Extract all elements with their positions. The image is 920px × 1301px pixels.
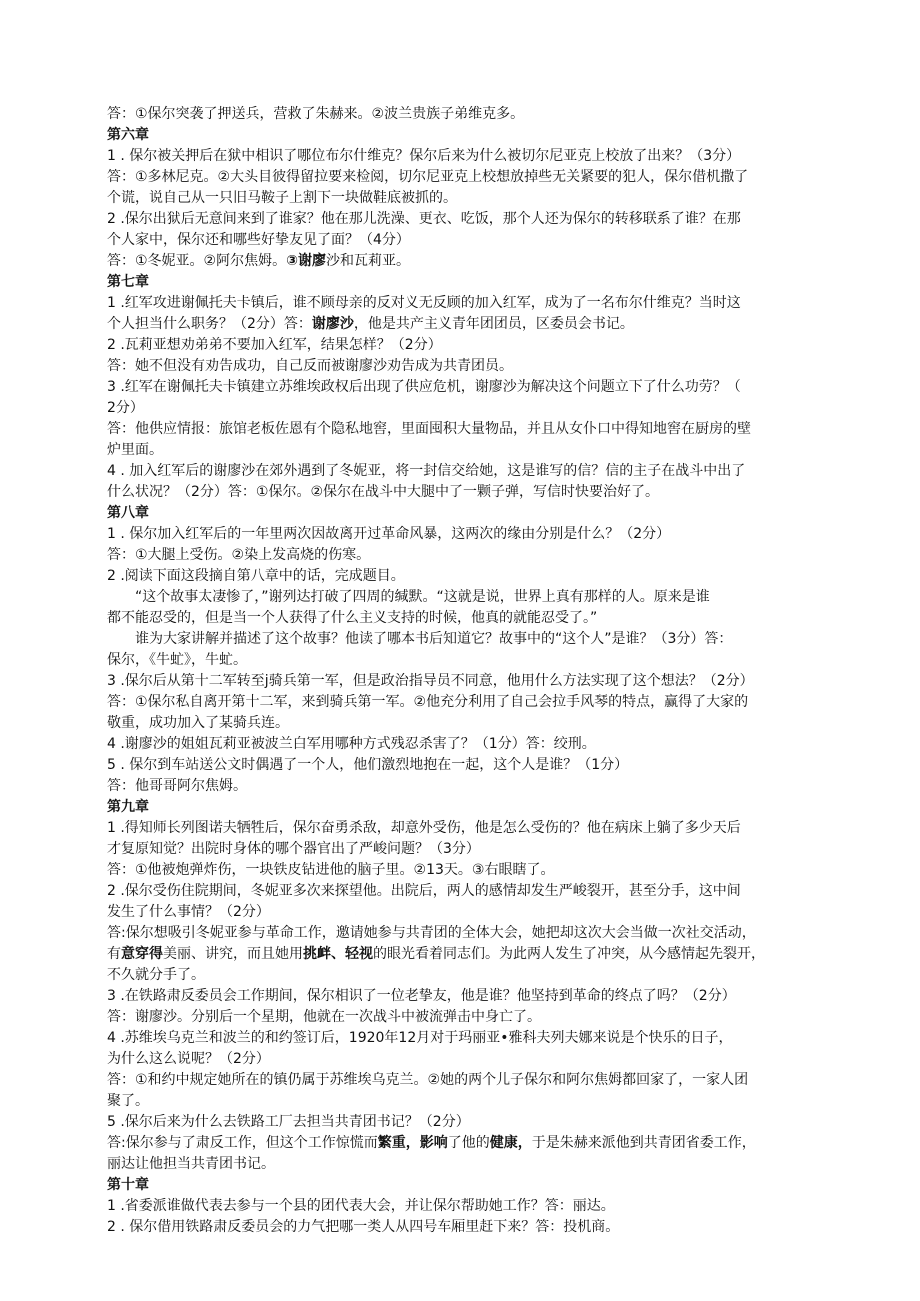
line-text: 答：他哥哥阿尔焦姆。 bbox=[107, 778, 247, 794]
text-line bbox=[107, 293, 819, 314]
text-line bbox=[107, 1070, 819, 1091]
line-text: 第七章 bbox=[107, 274, 149, 290]
line-text: 有 bbox=[107, 946, 121, 962]
document-body bbox=[107, 104, 819, 1238]
chapter-heading bbox=[107, 797, 819, 818]
line-text: 2 .保尔受伤住院期间，冬妮亚多次来探望他。出院后，两人的感情却发生严峻裂开，甚至分手，这中间 bbox=[107, 883, 741, 899]
line-text: 4 . 加入红军后的谢廖沙在郊外遇到了冬妮亚，将一封信交给她，这是谁写的信？信的主子在战斗中出了 bbox=[107, 463, 746, 479]
text-line bbox=[107, 860, 819, 881]
text-line bbox=[107, 356, 819, 377]
line-text: 聚了。 bbox=[107, 1093, 149, 1109]
line-text: 答：①多林尼克。②大头目彼得留拉要来检阅，切尔尼亚克上校想放掉些无关紧要的犯人，保尔借机撒了 bbox=[107, 169, 749, 185]
bold-text: 谢廖沙 bbox=[311, 316, 354, 332]
text-line bbox=[107, 1049, 819, 1070]
text-line bbox=[107, 776, 819, 797]
text-line bbox=[107, 1091, 819, 1112]
line-text: 的眼光看着同志们。为此两人发生了冲突，从今感情起先裂开， bbox=[373, 946, 765, 962]
text-line bbox=[107, 230, 819, 251]
text-line bbox=[107, 839, 819, 860]
text-line bbox=[107, 671, 819, 692]
line-text: 5 .保尔后来为什么去铁路工厂去担当共青团书记？（2分） bbox=[107, 1114, 470, 1130]
text-line bbox=[107, 209, 819, 230]
line-text: 第九章 bbox=[107, 799, 149, 815]
chapter-heading bbox=[107, 503, 819, 524]
text-line bbox=[107, 398, 819, 419]
line-text: 答：她不但没有劝告成功，自己反而被谢廖沙劝告成为共青团员。 bbox=[107, 358, 513, 374]
text-line bbox=[107, 902, 819, 923]
bold-text: 健康， bbox=[489, 1135, 532, 1151]
text-line bbox=[107, 335, 819, 356]
line-text: 4 .谢廖沙的姐姐瓦莉亚被波兰白军用哪种方式残忍杀害了？（1分）答：绞刑。 bbox=[107, 736, 596, 752]
line-text: 什么状况？（2分）答：①保尔。②保尔在战斗中大腿中了一颗子弹，写信时快要治好了。 bbox=[107, 484, 660, 500]
text-line bbox=[107, 881, 819, 902]
text-line bbox=[107, 1112, 819, 1133]
line-text: 3 .在铁路肃反委员会工作期间，保尔相识了一位老挚友，他是谁？他坚持到革命的终点了吗？（2分） bbox=[107, 988, 736, 1004]
text-line bbox=[107, 482, 819, 503]
text-line bbox=[107, 944, 819, 965]
text-line bbox=[107, 755, 819, 776]
line-text: 答：①冬妮亚。②阿尔焦姆。 bbox=[107, 253, 287, 269]
text-line bbox=[107, 818, 819, 839]
text-line bbox=[107, 188, 819, 209]
text-line bbox=[107, 1007, 819, 1028]
line-text: 第十章 bbox=[107, 1177, 149, 1193]
bold-text: 繁重，影响 bbox=[377, 1135, 448, 1151]
line-text: 第六章 bbox=[107, 127, 149, 143]
line-text: 3 .红军在谢佩托夫卡镇建立苏维埃政权后出现了供应危机，谢廖沙为解决这个问题立下了什么功劳？（ bbox=[107, 379, 741, 395]
text-line bbox=[107, 587, 819, 608]
line-text: 个人担当什么职务？（2分）答： bbox=[107, 316, 312, 332]
line-text: 答：①保尔突袭了押送兵，营救了朱赫来。②波兰贵族子弟维克多。 bbox=[107, 106, 525, 122]
text-line bbox=[107, 965, 819, 986]
line-text: 1 .省委派谁做代表去参与一个县的团代表大会，并让保尔帮助她工作？答：丽达。 bbox=[107, 1198, 615, 1214]
text-line bbox=[107, 545, 819, 566]
text-line bbox=[107, 629, 819, 650]
line-text: 炉里面。 bbox=[107, 442, 163, 458]
line-text: 不久就分手了。 bbox=[107, 967, 205, 983]
text-line bbox=[107, 734, 819, 755]
line-text: 答:保尔参与了肃反工作，但这个工作惊慌而 bbox=[107, 1135, 378, 1151]
text-line bbox=[107, 524, 819, 545]
bold-text: 挑衅、轻视 bbox=[303, 946, 373, 962]
line-text: 2 .阅读下面这段摘自第八章中的话，完成题目。 bbox=[107, 568, 405, 584]
text-line bbox=[107, 986, 819, 1007]
text-line bbox=[107, 419, 819, 440]
line-text: 1 . 保尔被关押后在狱中相识了哪位布尔什维克？保尔后来为什么被切尔尼亚克上校放了出来？（3分） bbox=[107, 148, 741, 164]
line-text: 答：①保尔私自离开第十二军，来到骑兵第一军。②他充分利用了自己会拉手风琴的特点，赢得了大家的 bbox=[107, 694, 749, 710]
line-text: 答：谢廖沙。分别后一个星期，他就在一次战斗中被流弹击中身亡了。 bbox=[107, 1009, 541, 1025]
line-text: 答：①他被炮弹炸伤，一块铁皮钻进他的脑子里。②13天。③右眼瞎了。 bbox=[107, 862, 555, 878]
line-text: 发生了什么事情？（2分） bbox=[107, 904, 270, 920]
line-text: 为什么这么说呢？（2分） bbox=[107, 1051, 270, 1067]
line-text: 丽达让他担当共青团书记。 bbox=[107, 1156, 275, 1172]
line-text: 个人家中，保尔还和哪些好挚友见了面？（4分） bbox=[107, 232, 410, 248]
line-text: 个谎，说自己从一只旧马鞍子上割下一块做鞋底被抓的。 bbox=[107, 190, 457, 206]
line-text: 2 . 保尔借用铁路肃反委员会的力气把哪一类人从四号车厢里赶下来？答：投机商。 bbox=[107, 1219, 620, 1235]
line-text: 美丽、讲究，而且她用 bbox=[163, 946, 303, 962]
text-line bbox=[107, 146, 819, 167]
line-text: “这个故事太凄惨了，”谢列达打破了四周的缄默。“这就是说，世界上真有那样的人。原来是谁 bbox=[135, 589, 710, 605]
line-text: 沙和瓦莉亚。 bbox=[325, 253, 410, 269]
line-text: 1 . 保尔加入红军后的一年里两次因故离开过革命风暴，这两次的缘由分别是什么？（2分） bbox=[107, 526, 671, 542]
text-line bbox=[107, 314, 819, 335]
text-line bbox=[107, 1196, 819, 1217]
chapter-heading bbox=[107, 1175, 819, 1196]
text-line bbox=[107, 461, 819, 482]
line-text: 2 .瓦莉亚想劝弟弟不要加入红军，结果怎样？（2分） bbox=[107, 337, 442, 353]
line-text: 2 .保尔出狱后无意间来到了谁家？他在那儿洗澡、更衣、吃饭，那个人还为保尔的转移联系了谁？在那 bbox=[107, 211, 741, 227]
line-text: 才复原知觉？出院时身体的哪个器官出了严峻问题？（3分） bbox=[107, 841, 480, 857]
text-line bbox=[107, 1217, 819, 1238]
text-line bbox=[107, 608, 819, 629]
line-text: 答：①和约中规定她所在的镇仍属于苏维埃乌克兰。②她的两个儿子保尔和阿尔焦姆都回家了，一家人团 bbox=[107, 1072, 749, 1088]
text-line bbox=[107, 377, 819, 398]
line-text: 第八章 bbox=[107, 505, 149, 521]
text-line bbox=[107, 1133, 819, 1154]
text-line bbox=[107, 692, 819, 713]
bold-text: ③谢廖 bbox=[286, 253, 326, 269]
line-text: 1 .红军攻进谢佩托夫卡镇后，谁不顾母亲的反对义无反顾的加入红军，成为了一名布尔什维克？当时这 bbox=[107, 295, 741, 311]
text-line bbox=[107, 713, 819, 734]
text-line bbox=[107, 650, 819, 671]
line-text: 答：①大腿上受伤。②染上发高烧的伤寒。 bbox=[107, 547, 371, 563]
line-text: 都不能忍受的，但是当一个人获得了什么主义支持的时候，他真的就能忍受了。” bbox=[107, 610, 598, 626]
line-text: 谁为大家讲解并描述了这个故事？他读了哪本书后知道它？故事中的“这个人”是谁？（3分）答： bbox=[135, 631, 733, 647]
text-line bbox=[107, 167, 819, 188]
text-line bbox=[107, 104, 819, 125]
text-line bbox=[107, 251, 819, 272]
line-text: 2分） bbox=[107, 400, 144, 416]
line-text: 于是朱赫来派他到共青团省委工作， bbox=[531, 1135, 756, 1151]
text-line bbox=[107, 923, 819, 944]
chapter-heading bbox=[107, 272, 819, 293]
text-line bbox=[107, 566, 819, 587]
text-line bbox=[107, 1028, 819, 1049]
bold-text: 意穿得 bbox=[121, 946, 163, 962]
line-text: 答:保尔想吸引冬妮亚参与革命工作，邀请她参与共青团的全体大会，她把却这次大会当做一次社交活动， bbox=[107, 925, 756, 941]
line-text: 敬重，成功加入了某骑兵连。 bbox=[107, 715, 289, 731]
chapter-heading bbox=[107, 125, 819, 146]
line-text: 保尔，《牛虻》，牛虻。 bbox=[107, 652, 247, 668]
text-line bbox=[107, 1154, 819, 1175]
line-text: 4 .苏维埃乌克兰和波兰的和约签订后，1920年12月对于玛丽亚•雅科夫列夫娜来说是个快乐的日子， bbox=[107, 1030, 733, 1046]
line-text: ，他是共产主义青年团团员，区委员会书记。 bbox=[353, 316, 634, 332]
line-text: 3 .保尔后从第十二军转至j骑兵第一军，但是政治指导员不同意，他用什么方法实现了这个想法？（2分） bbox=[107, 673, 754, 689]
line-text: 答：他供应情报：旅馆老板佐恩有个隐私地窖，里面囤积大量物品，并且从女仆口中得知地窖在厨房的壁 bbox=[107, 421, 751, 437]
line-text: 1 .得知师长列图诺夫牺牲后，保尔奋勇杀敌，却意外受伤，他是怎么受伤的？他在病床上躺了多少天后 bbox=[107, 820, 741, 836]
line-text: 5 . 保尔到车站送公文时偶遇了一个人，他们激烈地抱在一起，这个人是谁？（1分） bbox=[107, 757, 629, 773]
text-line bbox=[107, 440, 819, 461]
line-text: 了他的 bbox=[447, 1135, 490, 1151]
